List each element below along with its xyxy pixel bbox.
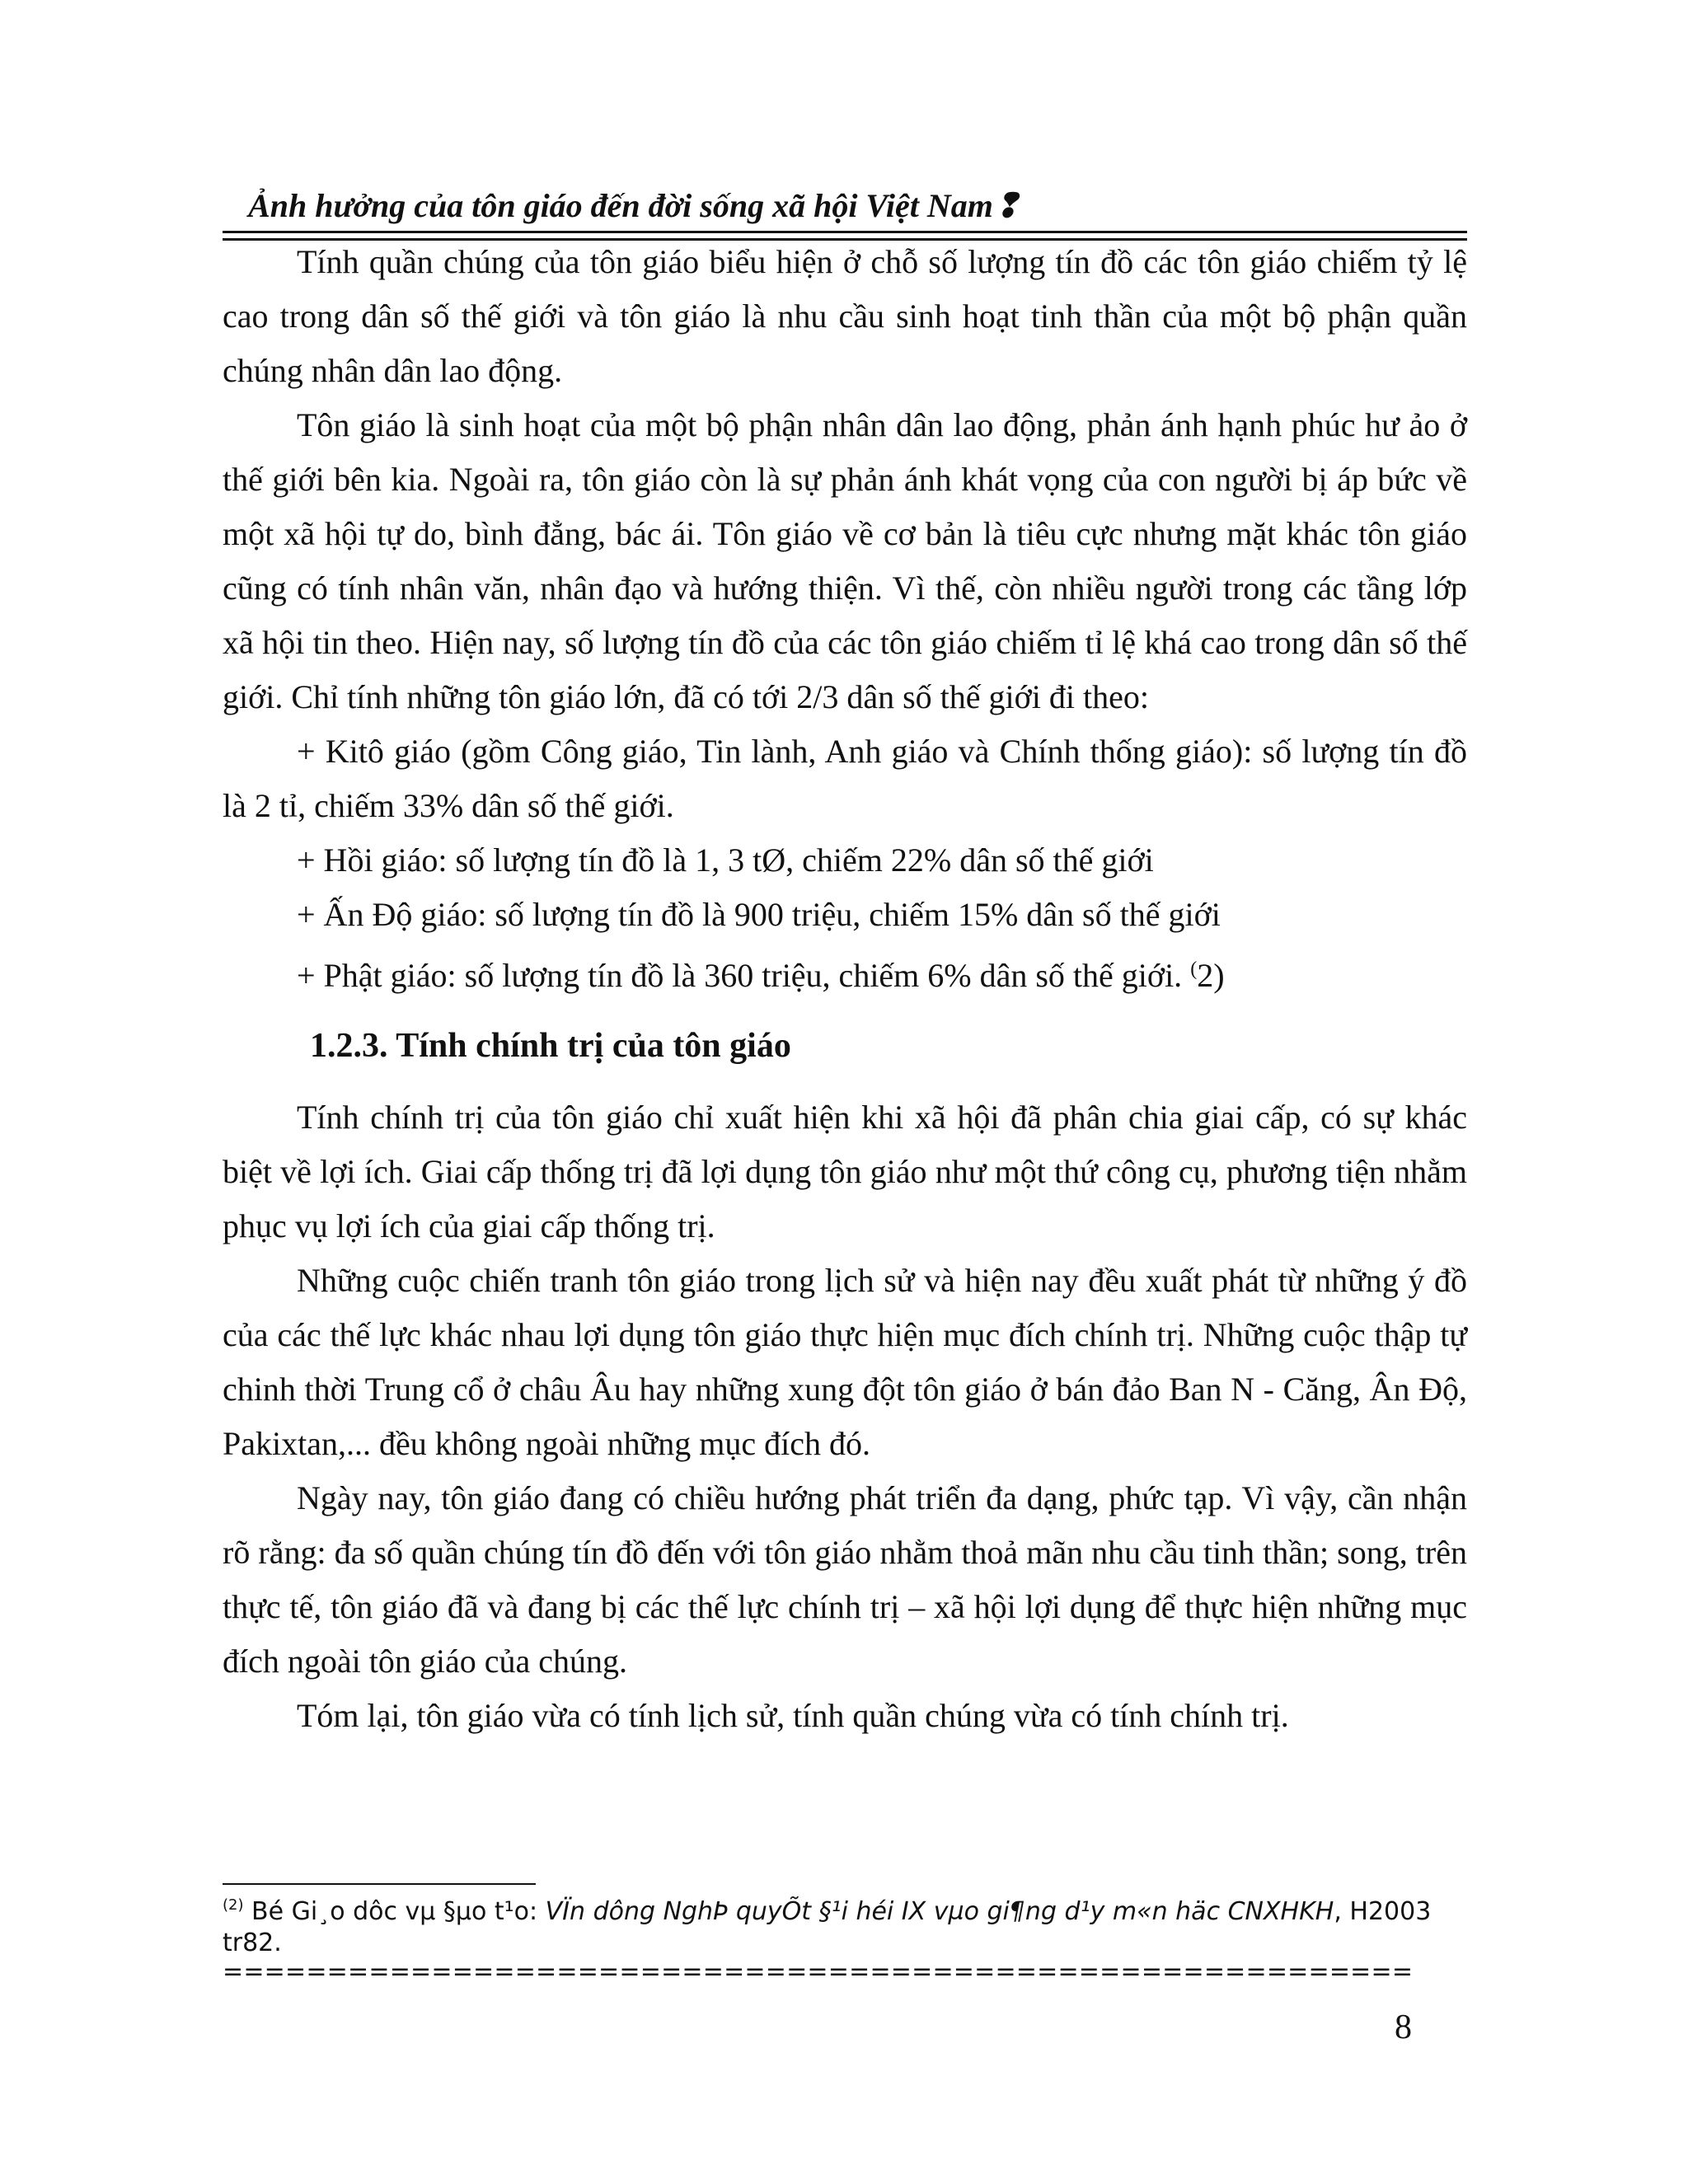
page-number: 8 [1395,2008,1412,2046]
separator-line: ========================================================= [223,1957,1414,1986]
running-header: Ảnh hưởng của tôn giáo đến đời sống xã hội Việt Nam❢ [223,187,996,224]
paragraph-6: Tóm lại, tôn giáo vừa có tính lịch sử, tính quần chúng vừa có tính chính trị. [297,1697,1289,1734]
bullet-christianity: + Kitô giáo (gồm Công giáo, Tin lành, Anh giáo và Chính thống giáo): số lượng tín đồ là 2 tỉ, chiếm 33% dân số thế giới. [223,733,1467,824]
footnote-ref-open: ( [1190,958,1198,980]
bullet-hinduism: + Ấn Độ giáo: số lượng tín đồ là 900 triệu, chiếm 15% dân số thế giới [297,896,1221,933]
paragraph-1: Tính quần chúng của tôn giáo biểu hiện ở chỗ số lượng tín đồ các tôn giáo chiếm tỷ lệ cao trong dân số thế giới và tôn giáo là nhu cầu sinh hoạt tinh thần của một bộ phận quần chúng nhân dân lao động. [223,243,1467,389]
footnote-rule [223,1883,536,1885]
footnote-italic: VÏn dông NghÞ quyÕt §¹i héi IX vµo gi¶ng d¹y m«n häc CNXHKH [545,1897,1334,1926]
paragraph-5: Ngày nay, tôn giáo đang có chiều hướng phát triển đa dạng, phức tạp. Vì vậy, cần nhận rõ rằng: đa số quần chúng tín đồ đến với tôn giáo nhằm thoả mãn nhu cầu tinh thần; song, trên thực tế, tôn giáo đã và đang bị các thế lực chính trị – xã hội lợi dụng để thực hiện những mục đích ngoài tôn giáo của chúng. [223,1479,1467,1680]
bullet-islam: + Hồi giáo: số lượng tín đồ là 1, 3 tØ, chiếm 22% dân số thế giới [297,841,1154,879]
paragraph-2: Tôn giáo là sinh hoạt của một bộ phận nhân dân lao động, phản ánh hạnh phúc hư ảo ở thế giới bên kia. Ngoài ra, tôn giáo còn là sự phản ánh khát vọng của con người bị áp bức về một xã hội tự do, bình đẳng, bác ái. Tôn giáo về cơ bản là tiêu cực nhưng mặt khác tôn giáo cũng có tính nhân văn, nhân đạo và hướng thiện. Vì thế, còn nhiều người trong các tầng lớp xã hội tin theo. Hiện nay, số lượng tín đồ của các tôn giáo chiếm tỉ lệ khá cao trong dân số thế giới. Chỉ tính những tôn giáo lớn, đã có tới 2/3 dân số thế giới đi theo: [223,406,1467,715]
footnote-marker: (2) [223,1896,244,1914]
footnote-tail: , H2003 tr82. [223,1897,1432,1957]
bullet-buddhism-text: + Phật giáo: số lượng tín đồ là 360 triệu, chiếm 6% dân số thế giới. [297,957,1191,994]
bullet-buddhism [223,942,1467,1003]
section-heading: 1.2.3. Tính chính trị của tôn giáo [310,1027,791,1065]
header-rule-top [223,231,1467,233]
body-text [223,235,1467,1743]
paragraph-3: Tính chính trị của tôn giáo chỉ xuất hiện khi xã hội đã phân chia giai cấp, có sự khác biệt về lợi ích. Giai cấp thống trị đã lợi dụng tôn giáo như một thứ công cụ, phương tiện nhằm phục vụ lợi ích của giai cấp thống trị. [223,1099,1467,1244]
footnote-ref-rest: 2) [1197,957,1225,994]
footnote-plain: Bé Gi¸o dôc vµ §µo t¹o: [243,1897,546,1926]
footnote [223,1890,1467,1959]
paragraph-4: Những cuộc chiến tranh tôn giáo trong lịch sử và hiện nay đều xuất phát từ những ý đồ của các thế lực khác nhau lợi dụng tôn giáo thực hiện mục đích chính trị. Những cuộc thập tự chinh thời Trung cổ ở châu Âu hay những xung đột tôn giáo ở bán đảo Ban N - Căng, Ân Độ, Pakixtan,... đều không ngoài những mục đích đó. [223,1262,1467,1462]
